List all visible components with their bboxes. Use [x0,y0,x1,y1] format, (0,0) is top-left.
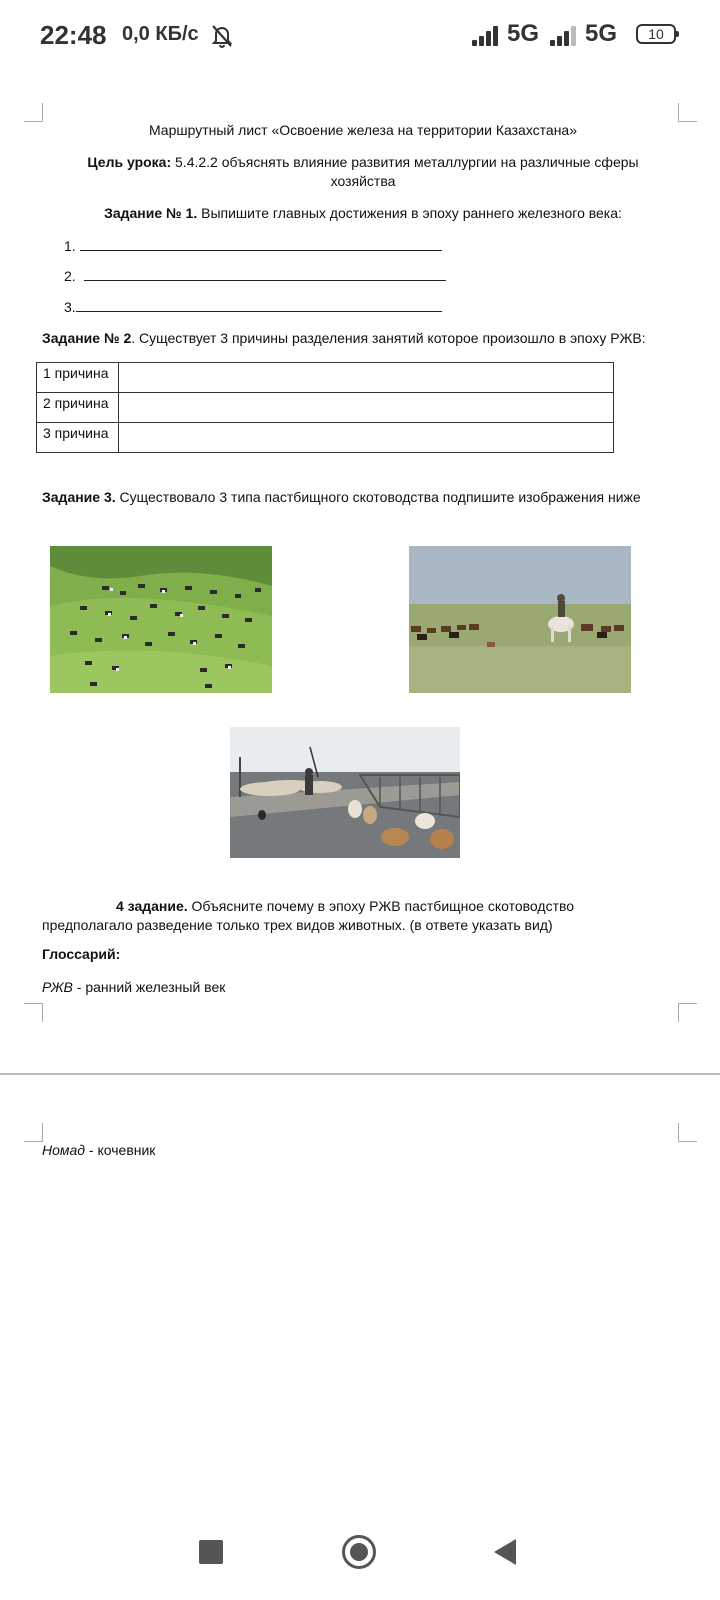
network-type-1: 5G [507,20,540,47]
goal-text: 5.4.2.2 объяснять влияние развития металлургии на различные сферы [175,154,639,170]
cattle-hillside-photo [50,546,272,693]
answer-cell[interactable] [119,363,614,393]
signal-bars-icon [472,24,506,46]
document-title: Маршрутный лист «Освоение железа на территории Казахстана» [148,122,578,138]
glossary-heading: Глоссарий: [42,946,121,962]
horseman-herd-photo [409,546,631,693]
lesson-goal [40,153,686,191]
square-icon[interactable] [199,1540,223,1564]
table-row [37,363,614,393]
task1-heading [40,204,686,223]
task4-text: Объясните почему в эпоху РЖВ пастбищное скотоводство [191,898,575,914]
triangle-back-icon[interactable] [494,1539,516,1565]
page-corner-mark [24,1123,43,1142]
table-row [37,423,614,453]
task4-label: 4 задание. [116,898,188,914]
task1-answer-line[interactable]: 1. [64,236,442,254]
bell-muted-icon [208,22,236,50]
page-corner-mark [678,1123,697,1142]
sheep-road-photo [230,727,460,858]
row-label: 2 причина [37,393,119,423]
glossary-term: РЖВ [42,979,73,995]
task2-text: . Существует 3 причины разделения занятий которое произошло в эпоху РЖВ: [131,330,646,346]
task4-text-cont: предполагало разведение только трех видов животных. (в ответе указать вид) [42,917,553,933]
glossary-definition: - ранний железный век [72,979,226,995]
glossary-definition: - кочевник [85,1142,156,1158]
signal-bars-icon [550,24,584,46]
table-row [37,393,614,423]
battery-icon: 10 [636,24,676,44]
task2-heading [42,329,702,348]
page-corner-mark [678,1003,697,1022]
clock: 22:48 [40,20,107,50]
glossary-term: Номад [42,1142,86,1158]
page-corner-mark [24,103,43,122]
task1-label: Задание № 1. [104,205,198,221]
circle-home-icon[interactable] [342,1535,376,1569]
task4-paragraph [42,897,702,935]
task3-heading [42,488,712,507]
reasons-table [36,362,614,453]
answer-cell[interactable] [119,393,614,423]
row-label: 1 причина [37,363,119,393]
glossary-entry-rzhv [42,978,225,997]
task1-text: Выпишите главных достижения в эпоху раннего железного века: [201,205,622,221]
page-divider [0,1073,720,1075]
navigation-bar [0,1505,720,1600]
page-corner-mark [678,103,697,122]
network-speed: 0,0 КБ/с [122,23,199,45]
task3-text: Существовало 3 типа пастбищного скотоводства подпишите изображения ниже [119,489,641,505]
network-type-2: 5G [585,20,618,47]
page-corner-mark [24,1003,43,1022]
glossary-entry-nomad [42,1141,155,1160]
goal-label: Цель урока: [87,154,172,170]
task2-label: Задание № 2 [42,330,132,346]
task3-label: Задание 3. [42,489,116,505]
answer-cell[interactable] [119,423,614,453]
goal-text-cont: хозяйства [330,173,396,189]
task1-answer-line[interactable]: 3. [64,297,442,315]
status-bar [0,0,720,70]
task1-answer-line[interactable]: 2. [64,266,446,284]
row-label: 3 причина [37,423,119,453]
